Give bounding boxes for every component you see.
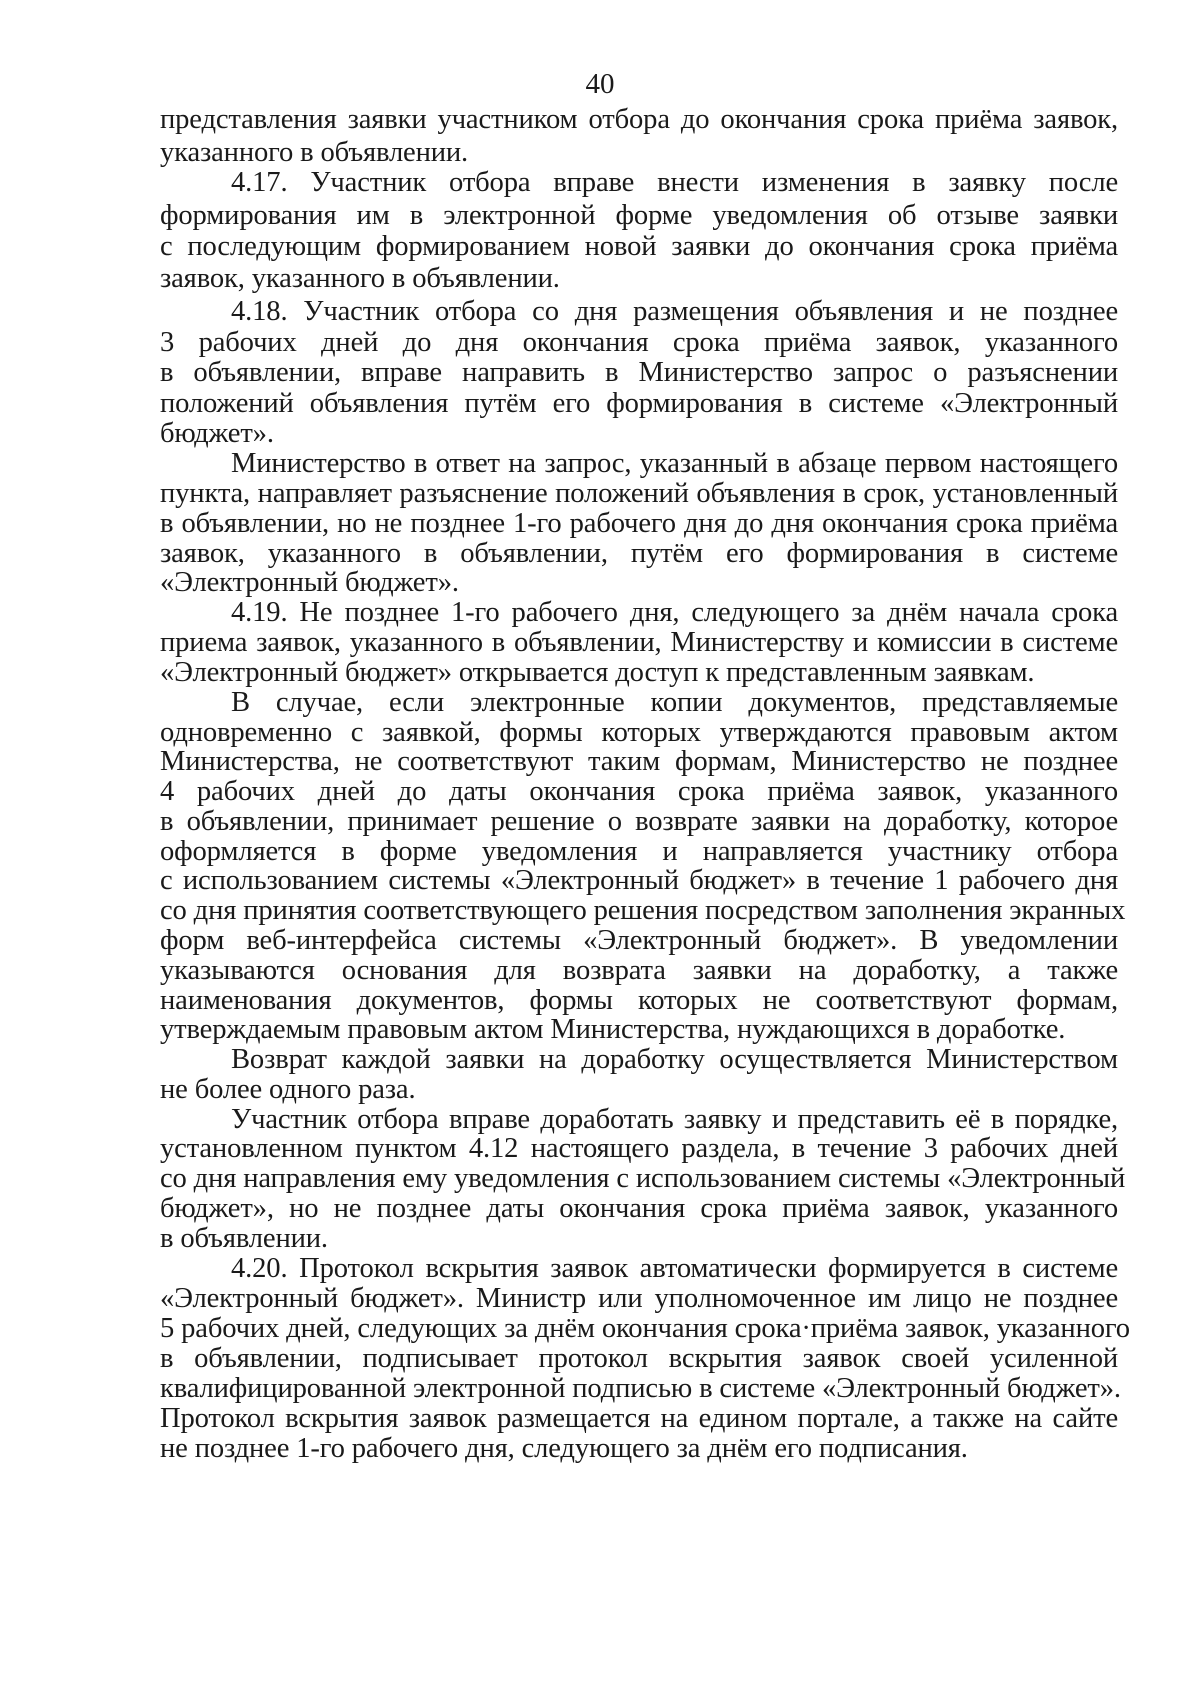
text-line: не позднее 1-го рабочего дня, следующего за днём его подписания.	[160, 1433, 968, 1464]
text-line: бюджет», но не позднее даты окончания срока приёма заявок, указанного	[160, 1193, 1118, 1224]
text-line: заявок, указанного в объявлении, путём его формирования в системе	[160, 538, 1118, 569]
paragraph-start: В случае, если электронные копии документов, представляемые	[231, 687, 1118, 718]
paragraph-4-18-start: 4.18. Участник отбора со дня размещения объявления и не позднее	[231, 296, 1118, 327]
text-line: наименования документов, формы которых не соответствуют формам,	[160, 985, 1118, 1016]
text-line: с последующим формированием новой заявки до окончания срока приёма	[160, 231, 1118, 262]
text-line: указанного в объявлении.	[160, 137, 469, 168]
text-line: в объявлении.	[160, 1223, 328, 1254]
text-line: 4 рабочих дней до даты окончания срока приёма заявок, указанного	[160, 776, 1118, 807]
text-line: установленном пунктом 4.12 настоящего раздела, в течение 3 рабочих дней	[160, 1133, 1118, 1164]
paragraph-4-20-start: 4.20. Протокол вскрытия заявок автоматически формируется в системе	[231, 1253, 1118, 1284]
text-line: форм веб-интерфейса системы «Электронный бюджет». В уведомлении	[160, 925, 1118, 956]
text-line: указываются основания для возврата заявки на доработку, а также	[160, 955, 1118, 986]
text-line: 5 рабочих дней, следующих за днём окончания срока·приёма заявок, указанного	[160, 1313, 1130, 1344]
paragraph-start: Возврат каждой заявки на доработку осуществляется Министерством	[231, 1044, 1118, 1075]
text-line: Протокол вскрытия заявок размещается на едином портале, а также на сайте	[160, 1403, 1118, 1434]
text-line: в объявлении, вправе направить в Министерство запрос о разъяснении	[160, 357, 1118, 388]
text-line: со дня направления ему уведомления с использованием системы «Электронный	[160, 1163, 1126, 1194]
text-line: приема заявок, указанного в объявлении, Министерству и комиссии в системе	[160, 627, 1118, 658]
text-line: Министерства, не соответствуют таким формам, Министерство не позднее	[160, 746, 1118, 777]
text-line: «Электронный бюджет». Министр или уполномоченное им лицо не позднее	[160, 1283, 1118, 1314]
paragraph-start: Министерство в ответ на запрос, указанный в абзаце первом настоящего	[231, 448, 1118, 479]
text-line: не более одного раза.	[160, 1074, 416, 1105]
text-line: формирования им в электронной форме уведомления об отзыве заявки	[160, 200, 1118, 231]
text-line: положений объявления путём его формирования в системе «Электронный	[160, 388, 1118, 419]
text-line: одновременно с заявкой, формы которых утверждаются правовым актом	[160, 717, 1118, 748]
page-number: 40	[585, 68, 615, 100]
text-line: «Электронный бюджет».	[160, 567, 459, 598]
paragraph-4-17-start: 4.17. Участник отбора вправе внести изменения в заявку после	[231, 167, 1118, 198]
text-line: оформляется в форме уведомления и направляется участнику отбора	[160, 836, 1118, 867]
text-line: бюджет».	[160, 418, 274, 449]
text-line: «Электронный бюджет» открывается доступ к представленным заявкам.	[160, 657, 1035, 688]
text-line: утверждаемым правовым актом Министерства, нуждающихся в доработке.	[160, 1014, 1066, 1045]
text-line: в объявлении, принимает решение о возврате заявки на доработку, которое	[160, 806, 1118, 837]
text-line: 3 рабочих дней до дня окончания срока приёма заявок, указанного	[160, 327, 1118, 358]
text-line: квалифицированной электронной подписью в системе «Электронный бюджет».	[160, 1373, 1121, 1404]
paragraph-start: Участник отбора вправе доработать заявку и представить её в порядке,	[231, 1104, 1118, 1135]
text-line: с использованием системы «Электронный бюджет» в течение 1 рабочего дня	[160, 865, 1118, 896]
text-line: заявок, указанного в объявлении.	[160, 263, 560, 294]
paragraph-4-19-start: 4.19. Не позднее 1-го рабочего дня, следующего за днём начала срока	[231, 597, 1118, 628]
text-line: в объявлении, но не позднее 1-го рабочего дня до дня окончания срока приёма	[160, 508, 1118, 539]
text-line: пункта, направляет разъяснение положений объявления в срок, установленный	[160, 478, 1118, 509]
text-line: представления заявки участником отбора до окончания срока приёма заявок,	[160, 104, 1118, 135]
text-line: со дня принятия соответствующего решения посредством заполнения экранных	[160, 895, 1126, 926]
text-line: в объявлении, подписывает протокол вскрытия заявок своей усиленной	[160, 1343, 1118, 1374]
